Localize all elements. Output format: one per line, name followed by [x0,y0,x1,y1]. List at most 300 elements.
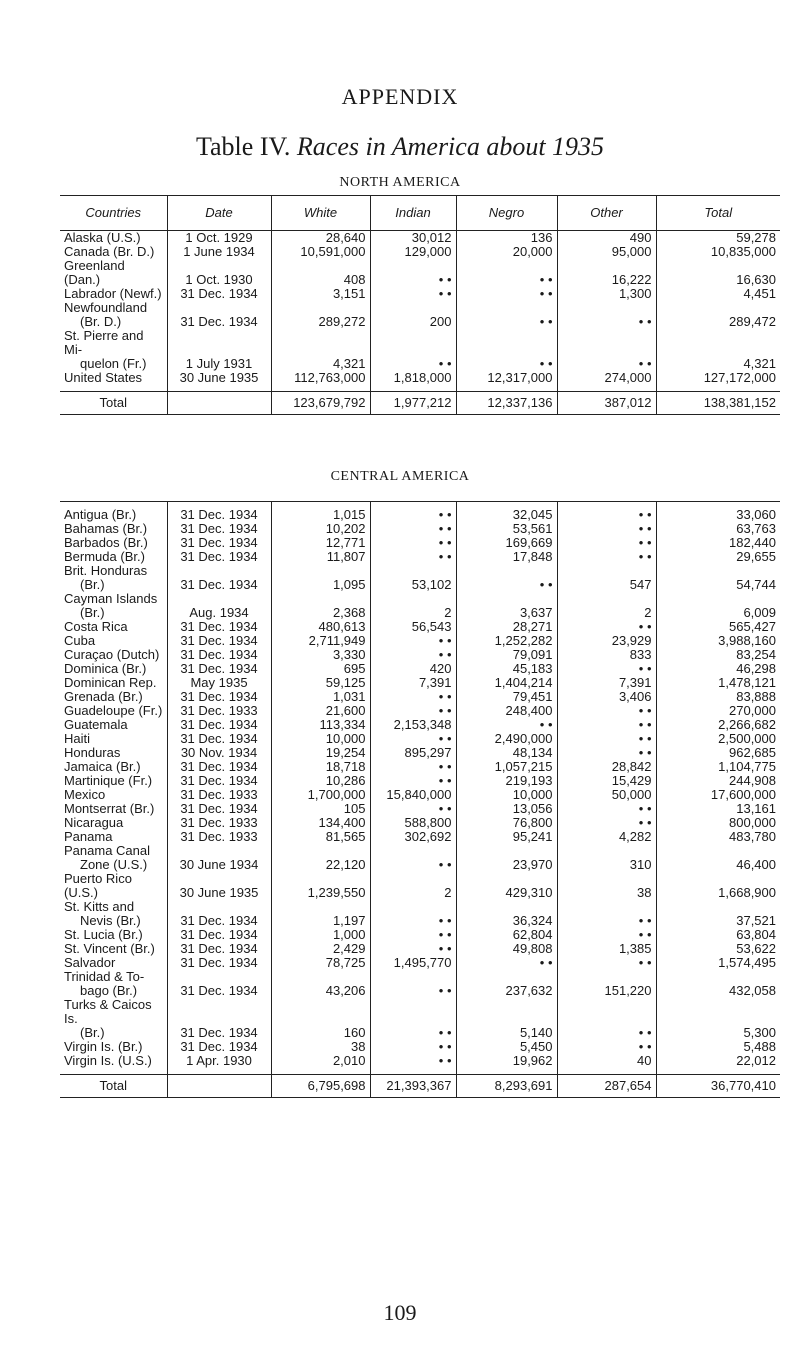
total-date-cell [167,392,271,415]
country-cell [60,956,167,970]
date-cell: 1 Apr. 1930 [167,1054,271,1068]
other-cell: 16,222 [557,259,656,287]
country-cell [60,620,167,634]
country-cell [60,676,167,690]
white-cell: 22,120 [271,844,370,872]
country-cell [60,648,167,662]
table-row [60,816,780,830]
country-cell [60,592,167,620]
country-name: Salvador [64,955,116,970]
table-row [60,788,780,802]
date-cell: 31 Dec. 1934 [167,802,271,816]
central-america-table [60,501,780,1098]
col-header-total: Total [656,196,780,231]
country-cell [60,301,167,329]
country-cell [60,1054,167,1068]
total-cell: 54,744 [656,564,780,592]
country-cell [60,718,167,732]
table-row [60,245,780,259]
total-cell: 2,266,682 [656,718,780,732]
country-cell [60,1040,167,1054]
country-cell [60,732,167,746]
negro-cell: 17,848 [456,550,557,564]
indian-cell: • • [370,970,456,998]
country-name-continued: quelon (Fr.) [80,356,147,371]
country-cell [60,998,167,1040]
total-indian: 1,977,212 [370,392,456,415]
north-america-rows [60,231,780,386]
negro-cell: 1,057,215 [456,760,557,774]
table-row [60,942,780,956]
table-row [60,970,780,998]
other-cell: 833 [557,648,656,662]
table-row [60,900,780,928]
negro-cell: 45,183 [456,662,557,676]
other-cell: • • [557,900,656,928]
table-row [60,259,780,287]
indian-cell: • • [370,1054,456,1068]
indian-cell: • • [370,287,456,301]
country-name: Puerto Rico (U.S.) [64,871,132,900]
table-row [60,508,780,522]
white-cell: 11,807 [271,550,370,564]
country-name: Labrador (Newf.) [64,286,162,301]
white-cell: 112,763,000 [271,371,370,385]
country-name-continued: Zone (U.S.) [80,857,148,872]
total-cell: 3,988,160 [656,634,780,648]
date-cell: 31 Dec. 1934 [167,956,271,970]
negro-cell: • • [456,329,557,371]
white-cell: 1,197 [271,900,370,928]
negro-cell: 2,490,000 [456,732,557,746]
header-row [60,196,780,231]
other-cell: • • [557,956,656,970]
indian-cell: 420 [370,662,456,676]
date-cell: 31 Dec. 1934 [167,718,271,732]
white-cell: 1,000 [271,928,370,942]
table-row [60,371,780,385]
negro-cell: • • [456,259,557,287]
negro-cell: 3,637 [456,592,557,620]
date-cell: 31 Dec. 1934 [167,564,271,592]
date-cell: 31 Dec. 1934 [167,536,271,550]
country-name-continued: Nevis (Br.) [80,913,141,928]
negro-cell: 36,324 [456,900,557,928]
total-cell: 1,478,121 [656,676,780,690]
white-cell: 59,125 [271,676,370,690]
negro-cell: 429,310 [456,872,557,900]
other-cell: 1,300 [557,287,656,301]
central-america-label: CENTRAL AMERICA [330,469,470,484]
total-white: 6,795,698 [271,1075,370,1098]
white-cell: 10,202 [271,522,370,536]
country-name-continued: (Br.) [80,1025,105,1040]
table-row [60,329,780,371]
table-row [60,746,780,760]
negro-cell: 13,056 [456,802,557,816]
total-other: 387,012 [557,392,656,415]
other-cell: 40 [557,1054,656,1068]
white-cell: 134,400 [271,816,370,830]
country-name: Barbados (Br.) [64,535,148,550]
date-cell: 31 Dec. 1934 [167,620,271,634]
central-america-rows [60,508,780,1068]
total-cell: 1,668,900 [656,872,780,900]
country-cell [60,259,167,287]
central-america-total-row [60,1075,780,1098]
country-name: Cayman Islands [64,591,158,606]
table-row [60,704,780,718]
negro-cell: 95,241 [456,830,557,844]
white-cell: 12,771 [271,536,370,550]
table-row [60,718,780,732]
other-cell: • • [557,732,656,746]
other-cell: • • [557,1040,656,1054]
date-cell: 31 Dec. 1934 [167,662,271,676]
total-cell: 800,000 [656,816,780,830]
white-cell: 113,334 [271,718,370,732]
country-name: Jamaica (Br.) [64,759,141,774]
date-cell: 31 Dec. 1934 [167,928,271,942]
total-cell: 289,472 [656,301,780,329]
country-name: Guatemala [64,717,128,732]
date-cell: 31 Dec. 1934 [167,998,271,1040]
indian-cell: 2 [370,592,456,620]
table-row [60,231,780,246]
other-cell: 4,282 [557,830,656,844]
north-america-table [60,195,780,415]
table-title-prefix: Table IV. [195,132,291,161]
date-cell: 31 Dec. 1934 [167,1040,271,1054]
negro-cell: 1,404,214 [456,676,557,690]
table-row [60,522,780,536]
indian-cell: 895,297 [370,746,456,760]
total-cell: 244,908 [656,774,780,788]
other-cell: • • [557,536,656,550]
country-name: United States [64,370,143,385]
negro-cell: 1,252,282 [456,634,557,648]
country-name: Haiti [64,731,91,746]
indian-cell: • • [370,732,456,746]
country-cell [60,970,167,998]
total-cell: 2,500,000 [656,732,780,746]
negro-cell: 76,800 [456,816,557,830]
date-cell: 1 June 1934 [167,245,271,259]
other-cell: • • [557,802,656,816]
country-name: Guadeloupe (Fr.) [64,703,163,718]
table-row [60,998,780,1040]
date-cell: 31 Dec. 1933 [167,830,271,844]
negro-cell: • • [456,718,557,732]
country-cell [60,830,167,844]
country-name-continued: (Br.) [80,577,105,592]
total-cell: 270,000 [656,704,780,718]
table-row [60,301,780,329]
table-row [60,928,780,942]
total-cell: 432,058 [656,970,780,998]
indian-cell: • • [370,704,456,718]
table-row [60,536,780,550]
date-cell: May 1935 [167,676,271,690]
country-name: Panama [64,829,113,844]
other-cell: • • [557,998,656,1040]
country-cell [60,508,167,522]
country-name: Mexico [64,787,106,802]
table-row [60,844,780,872]
other-cell: 151,220 [557,970,656,998]
country-name: Panama Canal [64,843,150,858]
other-cell: 547 [557,564,656,592]
date-cell: 31 Dec. 1934 [167,970,271,998]
col-header-indian: Indian [370,196,456,231]
indian-cell: 302,692 [370,830,456,844]
other-cell: 3,406 [557,690,656,704]
country-name-continued: (Br.) [80,605,105,620]
date-cell: 31 Dec. 1934 [167,634,271,648]
total-label: Total [60,392,167,415]
col-header-date: Date [167,196,271,231]
col-header-white: White [271,196,370,231]
col-header-countries: Countries [60,196,167,231]
negro-cell: 136 [456,231,557,246]
table-row [60,564,780,592]
white-cell: 81,565 [271,830,370,844]
table-row [60,802,780,816]
other-cell: 2 [557,592,656,620]
table-row [60,287,780,301]
indian-cell: 1,495,770 [370,956,456,970]
country-name: Dominican Rep. [64,675,157,690]
country-cell [60,634,167,648]
total-cell: 22,012 [656,1054,780,1068]
total-cell: 59,278 [656,231,780,246]
country-cell [60,774,167,788]
white-cell: 38 [271,1040,370,1054]
total-cell: 29,655 [656,550,780,564]
total-cell: 483,780 [656,830,780,844]
date-cell: 31 Dec. 1933 [167,788,271,802]
indian-cell: 2,153,348 [370,718,456,732]
country-cell [60,329,167,371]
total-label: Total [60,1075,167,1098]
date-cell: Aug. 1934 [167,592,271,620]
other-cell: • • [557,620,656,634]
other-cell: 274,000 [557,371,656,385]
indian-cell: • • [370,508,456,522]
white-cell: 1,239,550 [271,872,370,900]
date-cell: 31 Dec. 1934 [167,774,271,788]
total-negro: 12,337,136 [456,392,557,415]
country-name: Brit. Honduras [64,563,148,578]
country-name-continued: bago (Br.) [80,983,138,998]
negro-cell: 32,045 [456,508,557,522]
negro-cell: 12,317,000 [456,371,557,385]
indian-cell: 7,391 [370,676,456,690]
total-cell: 53,622 [656,942,780,956]
date-cell: 31 Dec. 1934 [167,690,271,704]
indian-cell: 2 [370,872,456,900]
white-cell: 480,613 [271,620,370,634]
indian-cell: • • [370,536,456,550]
other-cell: • • [557,522,656,536]
indian-cell: • • [370,259,456,287]
country-name: Martinique (Fr.) [64,773,153,788]
country-cell [60,522,167,536]
white-cell: 43,206 [271,970,370,998]
other-cell: 1,385 [557,942,656,956]
page-number: 109 [383,1300,417,1325]
country-name: Bahamas (Br.) [64,521,148,536]
indian-cell: 588,800 [370,816,456,830]
other-cell: • • [557,816,656,830]
negro-cell: 10,000 [456,788,557,802]
country-name: Curaçao (Dutch) [64,647,160,662]
total-cell: 46,400 [656,844,780,872]
white-cell: 289,272 [271,301,370,329]
white-cell: 3,151 [271,287,370,301]
country-cell [60,900,167,928]
negro-cell: 53,561 [456,522,557,536]
negro-cell: 5,450 [456,1040,557,1054]
table-row [60,648,780,662]
country-name: Virgin Is. (U.S.) [64,1053,152,1068]
total-cell: 1,104,775 [656,760,780,774]
total-date-cell [167,1075,271,1098]
white-cell: 2,368 [271,592,370,620]
other-cell: 38 [557,872,656,900]
white-cell: 2,010 [271,1054,370,1068]
other-cell: • • [557,718,656,732]
indian-cell: • • [370,844,456,872]
appendix-heading: APPENDIX [341,84,459,109]
total-cell: 5,300 [656,998,780,1040]
date-cell: 30 June 1935 [167,872,271,900]
country-name: Dominica (Br.) [64,661,147,676]
country-name: Virgin Is. (Br.) [64,1039,143,1054]
total-cell: 83,254 [656,648,780,662]
country-name: Nicaragua [64,815,124,830]
negro-cell: • • [456,956,557,970]
country-name: St. Vincent (Br.) [64,941,155,956]
indian-cell: • • [370,522,456,536]
north-america-label: NORTH AMERICA [339,175,461,190]
date-cell: 1 July 1931 [167,329,271,371]
total-cell: 17,600,000 [656,788,780,802]
table-title-subject: Races in America about 1935 [296,132,605,161]
total-cell: 962,685 [656,746,780,760]
country-name: Canada (Br. D.) [64,244,155,259]
white-cell: 10,286 [271,774,370,788]
white-cell: 408 [271,259,370,287]
date-cell: 31 Dec. 1933 [167,816,271,830]
date-cell: 31 Dec. 1933 [167,704,271,718]
negro-cell: 28,271 [456,620,557,634]
indian-cell: • • [370,802,456,816]
negro-cell: 5,140 [456,998,557,1040]
country-cell [60,690,167,704]
country-cell [60,928,167,942]
table-row [60,956,780,970]
other-cell: • • [557,301,656,329]
country-name: Honduras [64,745,121,760]
white-cell: 695 [271,662,370,676]
indian-cell: 53,102 [370,564,456,592]
indian-cell: • • [370,648,456,662]
negro-cell: 23,970 [456,844,557,872]
country-cell [60,760,167,774]
negro-cell: 79,091 [456,648,557,662]
total-cell: 5,488 [656,1040,780,1054]
country-name: Costa Rica [64,619,128,634]
negro-cell: 49,808 [456,942,557,956]
negro-cell: 19,962 [456,1054,557,1068]
date-cell: 31 Dec. 1934 [167,942,271,956]
negro-cell: • • [456,287,557,301]
country-cell [60,746,167,760]
white-cell: 1,031 [271,690,370,704]
table-row [60,620,780,634]
total-cell: 33,060 [656,508,780,522]
total-cell: 13,161 [656,802,780,816]
date-cell: 31 Dec. 1934 [167,732,271,746]
date-cell: 31 Dec. 1934 [167,301,271,329]
other-cell: 7,391 [557,676,656,690]
negro-cell: 219,193 [456,774,557,788]
table-row [60,830,780,844]
total-cell: 182,440 [656,536,780,550]
other-cell: 50,000 [557,788,656,802]
country-cell [60,550,167,564]
other-cell: • • [557,928,656,942]
country-cell [60,564,167,592]
col-header-other: Other [557,196,656,231]
white-cell: 18,718 [271,760,370,774]
country-name: St. Pierre and Mi- [64,328,144,357]
total-cell: 37,521 [656,900,780,928]
total-white: 123,679,792 [271,392,370,415]
indian-cell: 129,000 [370,245,456,259]
indian-cell: • • [370,550,456,564]
country-name: Grenada (Br.) [64,689,143,704]
date-cell: 31 Dec. 1934 [167,522,271,536]
country-cell [60,287,167,301]
indian-cell: • • [370,634,456,648]
table-row [60,1040,780,1054]
indian-cell: • • [370,900,456,928]
other-cell: 490 [557,231,656,246]
table-row [60,690,780,704]
country-name: Montserrat (Br.) [64,801,155,816]
total-cell: 6,009 [656,592,780,620]
white-cell: 10,591,000 [271,245,370,259]
total-cell: 1,574,495 [656,956,780,970]
negro-cell: 248,400 [456,704,557,718]
date-cell: 31 Dec. 1934 [167,648,271,662]
date-cell: 30 June 1934 [167,844,271,872]
country-name: Greenland (Dan.) [64,258,125,287]
country-cell [60,802,167,816]
negro-cell: 48,134 [456,746,557,760]
country-cell [60,788,167,802]
total-cell: 565,427 [656,620,780,634]
table-row [60,872,780,900]
country-cell [60,942,167,956]
white-cell: 1,095 [271,564,370,592]
total-cell: 63,804 [656,928,780,942]
white-cell: 3,330 [271,648,370,662]
other-cell: • • [557,704,656,718]
white-cell: 28,640 [271,231,370,246]
